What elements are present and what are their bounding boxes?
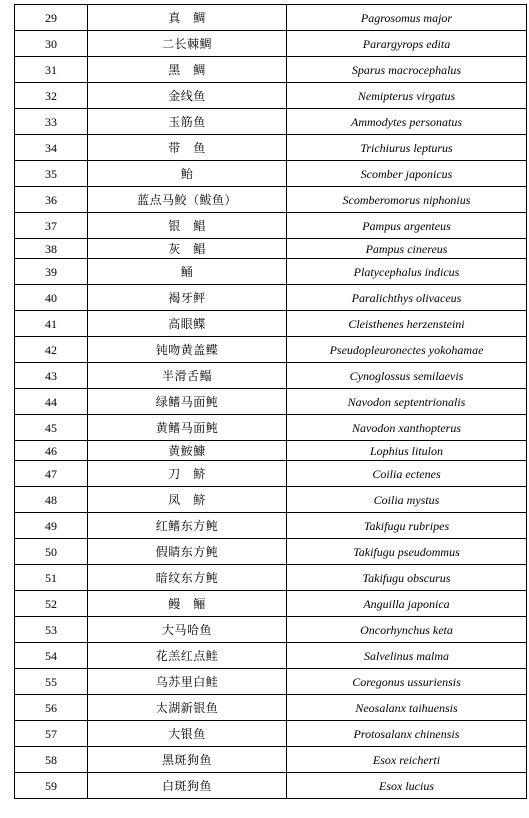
latin-name: Pseudopleuronectes yokohamae — [287, 337, 527, 363]
row-number: 56 — [15, 695, 88, 721]
latin-name: Scomber japonicus — [287, 161, 527, 187]
row-number: 59 — [15, 773, 88, 799]
chinese-name: 黑 鲷 — [88, 57, 287, 83]
chinese-name: 金线鱼 — [88, 83, 287, 109]
latin-name: Paralichthys olivaceus — [287, 285, 527, 311]
table-row — [15, 643, 527, 669]
row-number: 46 — [15, 441, 88, 461]
latin-name: Nemipterus virgatus — [287, 83, 527, 109]
species-table — [14, 4, 527, 799]
row-number: 43 — [15, 363, 88, 389]
chinese-name: 鲬 — [88, 259, 287, 285]
latin-name: Coregonus ussuriensis — [287, 669, 527, 695]
chinese-name: 白斑狗鱼 — [88, 773, 287, 799]
row-number: 31 — [15, 57, 88, 83]
chinese-name: 玉筋鱼 — [88, 109, 287, 135]
row-number: 29 — [15, 5, 88, 31]
latin-name: Pampus cinereus — [287, 239, 527, 259]
chinese-name: 灰 鲳 — [88, 239, 287, 259]
row-number: 55 — [15, 669, 88, 695]
row-number: 49 — [15, 513, 88, 539]
table-row — [15, 259, 527, 285]
table-row — [15, 565, 527, 591]
species-table-body — [15, 5, 527, 799]
table-row — [15, 695, 527, 721]
latin-name: Oncorhynchus keta — [287, 617, 527, 643]
chinese-name: 褐牙鲆 — [88, 285, 287, 311]
row-number: 34 — [15, 135, 88, 161]
row-number: 30 — [15, 31, 88, 57]
table-row — [15, 57, 527, 83]
row-number: 45 — [15, 415, 88, 441]
latin-name: Coilia ectenes — [287, 461, 527, 487]
chinese-name: 高眼鲽 — [88, 311, 287, 337]
chinese-name: 带 鱼 — [88, 135, 287, 161]
chinese-name: 太湖新银鱼 — [88, 695, 287, 721]
row-number: 50 — [15, 539, 88, 565]
row-number: 38 — [15, 239, 88, 259]
row-number: 35 — [15, 161, 88, 187]
latin-name: Takifugu obscurus — [287, 565, 527, 591]
chinese-name: 黄鳍马面鲀 — [88, 415, 287, 441]
chinese-name: 半滑舌鳎 — [88, 363, 287, 389]
latin-name: Ammodytes personatus — [287, 109, 527, 135]
row-number: 54 — [15, 643, 88, 669]
table-row — [15, 487, 527, 513]
latin-name: Scomberomorus niphonius — [287, 187, 527, 213]
latin-name: Lophius litulon — [287, 441, 527, 461]
table-row — [15, 5, 527, 31]
table-row — [15, 109, 527, 135]
latin-name: Salvelinus malma — [287, 643, 527, 669]
chinese-name: 鲐 — [88, 161, 287, 187]
table-row — [15, 311, 527, 337]
latin-name: Trichiurus lepturus — [287, 135, 527, 161]
latin-name: Cleisthenes herzensteini — [287, 311, 527, 337]
table-row — [15, 239, 527, 259]
chinese-name: 红鳍东方鲀 — [88, 513, 287, 539]
table-row — [15, 721, 527, 747]
latin-name: Pampus argenteus — [287, 213, 527, 239]
chinese-name: 刀 鲚 — [88, 461, 287, 487]
table-row — [15, 187, 527, 213]
latin-name: Esox lucius — [287, 773, 527, 799]
row-number: 40 — [15, 285, 88, 311]
row-number: 47 — [15, 461, 88, 487]
table-row — [15, 161, 527, 187]
latin-name: Pagrosomus major — [287, 5, 527, 31]
chinese-name: 花羔红点鲑 — [88, 643, 287, 669]
row-number: 58 — [15, 747, 88, 773]
chinese-name: 银 鲳 — [88, 213, 287, 239]
table-row — [15, 441, 527, 461]
chinese-name: 暗纹东方鲀 — [88, 565, 287, 591]
chinese-name: 黄鮟鱇 — [88, 441, 287, 461]
table-row — [15, 363, 527, 389]
latin-name: Sparus macrocephalus — [287, 57, 527, 83]
latin-name: Platycephalus indicus — [287, 259, 527, 285]
chinese-name: 鳗 鲡 — [88, 591, 287, 617]
table-row — [15, 83, 527, 109]
table-row — [15, 747, 527, 773]
row-number: 41 — [15, 311, 88, 337]
chinese-name: 钝吻黄盖鲽 — [88, 337, 287, 363]
table-row — [15, 285, 527, 311]
chinese-name: 黑斑狗鱼 — [88, 747, 287, 773]
latin-name: Parargyrops edita — [287, 31, 527, 57]
row-number: 44 — [15, 389, 88, 415]
table-row — [15, 415, 527, 441]
table-row — [15, 669, 527, 695]
chinese-name: 蓝点马鲛（鲅鱼） — [88, 187, 287, 213]
latin-name: Esox reicherti — [287, 747, 527, 773]
latin-name: Takifugu pseudommus — [287, 539, 527, 565]
table-row — [15, 389, 527, 415]
chinese-name: 大银鱼 — [88, 721, 287, 747]
chinese-name: 凤 鲚 — [88, 487, 287, 513]
chinese-name: 乌苏里白鲑 — [88, 669, 287, 695]
chinese-name: 大马哈鱼 — [88, 617, 287, 643]
latin-name: Navodon septentrionalis — [287, 389, 527, 415]
table-row — [15, 31, 527, 57]
table-row — [15, 461, 527, 487]
table-row — [15, 773, 527, 799]
row-number: 37 — [15, 213, 88, 239]
table-row — [15, 513, 527, 539]
chinese-name: 假睛东方鲀 — [88, 539, 287, 565]
row-number: 53 — [15, 617, 88, 643]
table-row — [15, 591, 527, 617]
chinese-name: 绿鳍马面鲀 — [88, 389, 287, 415]
row-number: 36 — [15, 187, 88, 213]
row-number: 57 — [15, 721, 88, 747]
latin-name: Cynoglossus semilaevis — [287, 363, 527, 389]
table-row — [15, 337, 527, 363]
chinese-name: 二长棘鲷 — [88, 31, 287, 57]
latin-name: Anguilla japonica — [287, 591, 527, 617]
latin-name: Navodon xanthopterus — [287, 415, 527, 441]
row-number: 42 — [15, 337, 88, 363]
latin-name: Coilia mystus — [287, 487, 527, 513]
latin-name: Protosalanx chinensis — [287, 721, 527, 747]
table-row — [15, 135, 527, 161]
chinese-name: 真 鲷 — [88, 5, 287, 31]
row-number: 32 — [15, 83, 88, 109]
latin-name: Takifugu rubripes — [287, 513, 527, 539]
row-number: 52 — [15, 591, 88, 617]
table-row — [15, 617, 527, 643]
row-number: 48 — [15, 487, 88, 513]
table-row — [15, 539, 527, 565]
row-number: 51 — [15, 565, 88, 591]
row-number: 39 — [15, 259, 88, 285]
table-row — [15, 213, 527, 239]
row-number: 33 — [15, 109, 88, 135]
latin-name: Neosalanx taihuensis — [287, 695, 527, 721]
